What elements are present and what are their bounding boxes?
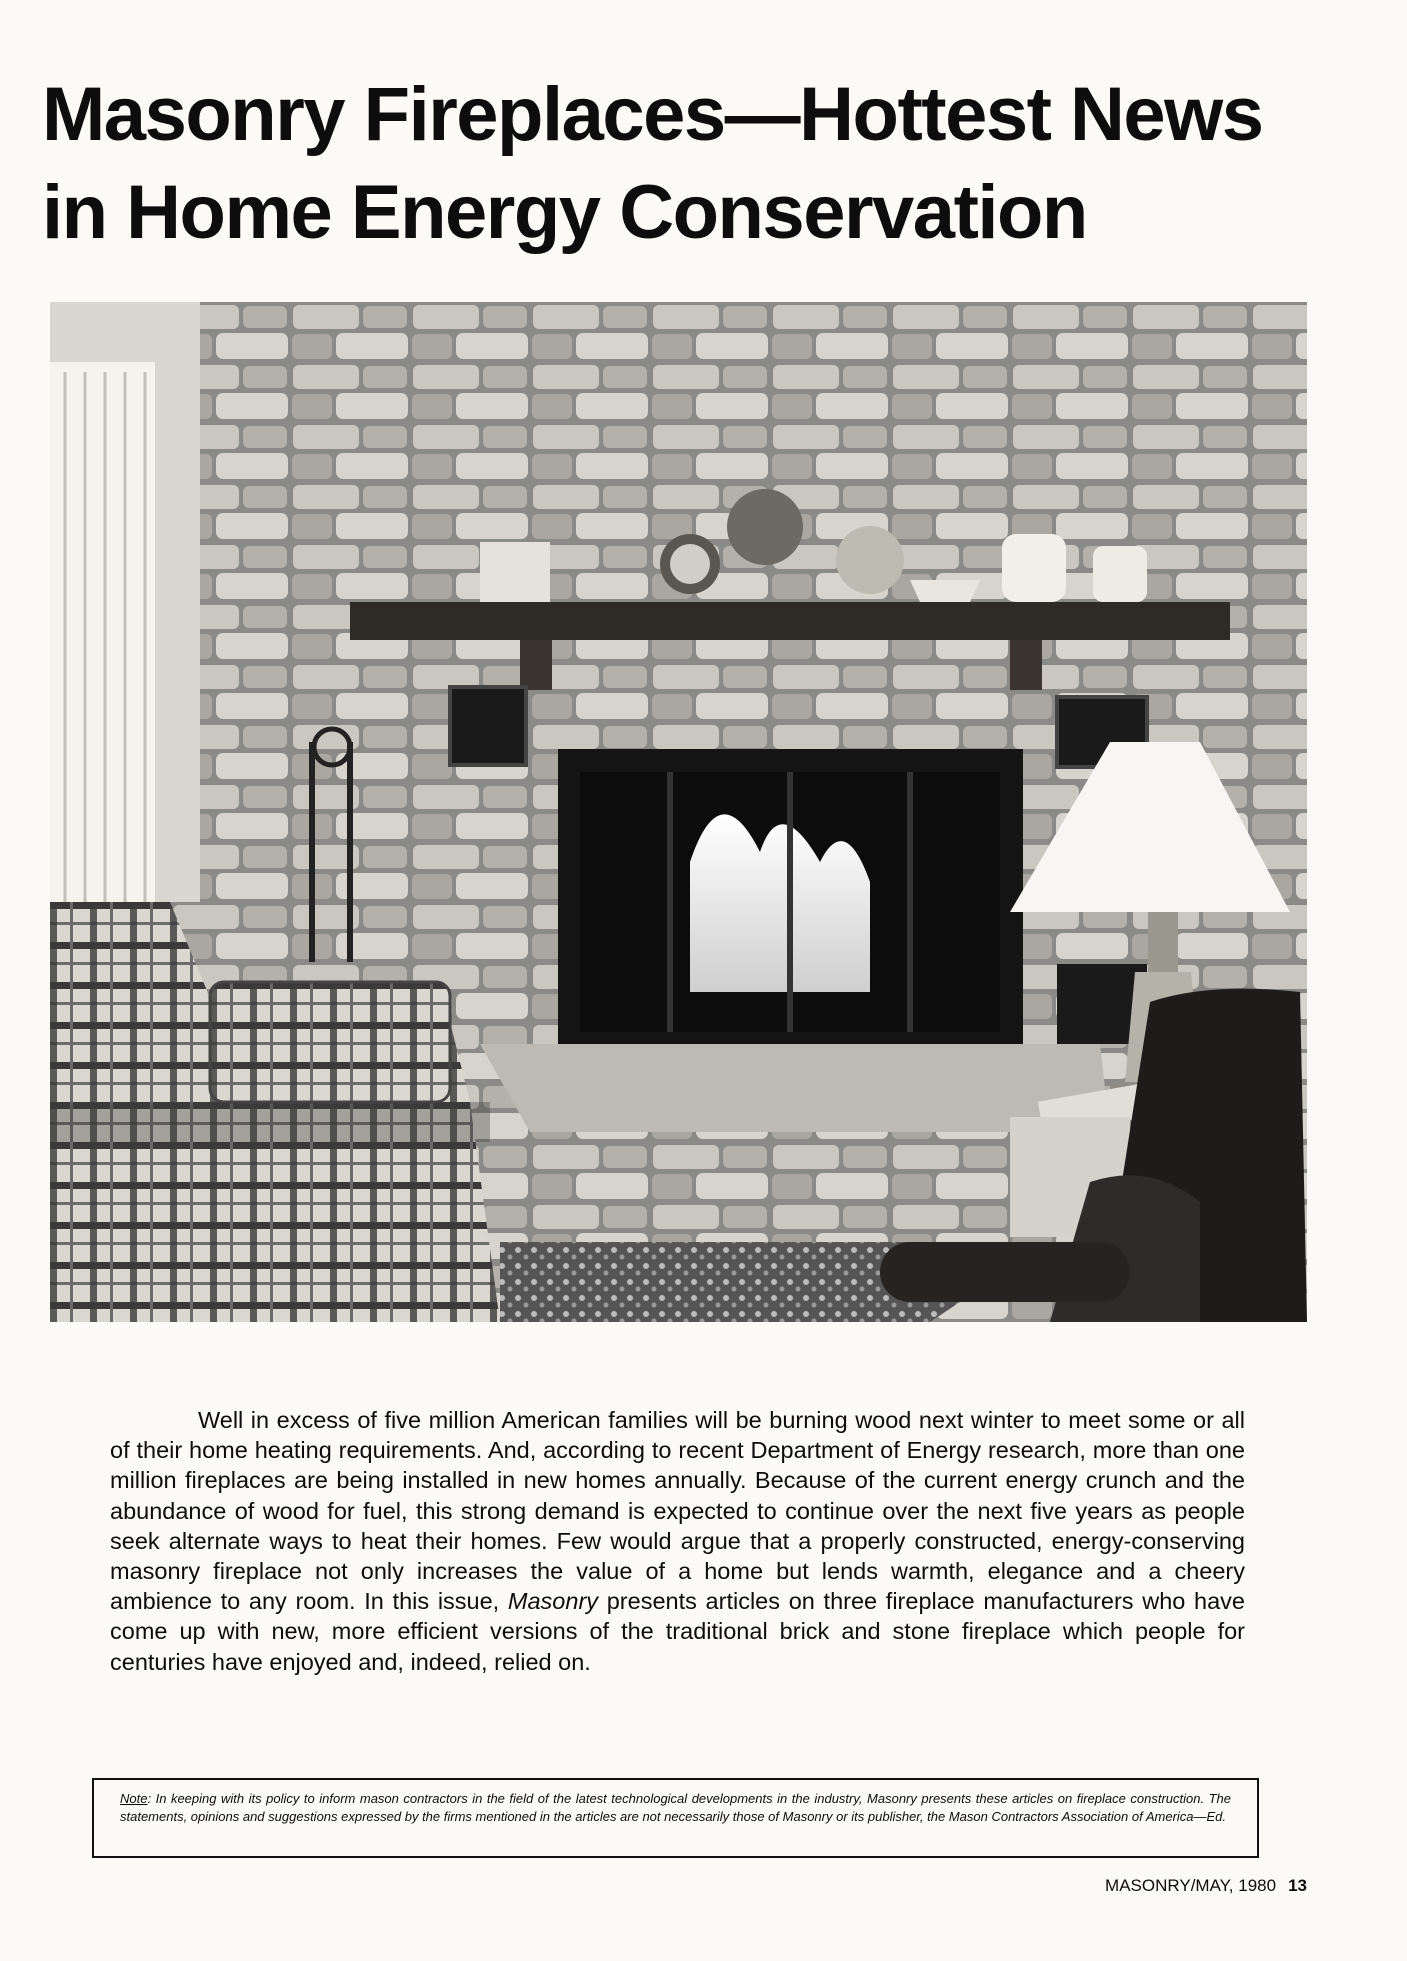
fireplace-photo xyxy=(50,302,1307,1322)
article-headline xyxy=(42,66,1362,262)
headline-line-1: Masonry Fireplaces—Hottest News xyxy=(42,72,1263,157)
body-part-2: presents articles on three fireplace manufacturers who have come up with new, more efficient versions of the traditional brick and stone fireplace which people for centuries have enjoyed and, indeed, relied on. xyxy=(110,1588,1245,1675)
note-label: Note xyxy=(120,1791,148,1806)
page-footer xyxy=(1105,1876,1307,1896)
headline-line-2: in Home Energy Conservation xyxy=(42,170,1087,255)
note-text: : In keeping with its policy to inform mason contractors in the field of the latest technological developments in the industry, Masonry presents these articles on fireplace construction. The statements, opinions and suggestions expressed by the firms mentioned in the articles are not necessarily those of Masonry or its publisher, the Mason Contractors Association of America—Ed. xyxy=(120,1791,1231,1824)
publication-name: Masonry xyxy=(507,1588,599,1615)
body-part-1: Well in excess of five million American families will be burning wood next winter to meet some or all of their home heating requirements. And, according to recent Department of Energy research, more than one million fireplaces are being installed in new homes annually. Because of the current energy crunch and the abundance of wood for fuel, this strong demand is expected to continue over the next five years as people seek alternate ways to heat their homes. Few would argue that a properly constructed, energy-conserving masonry fireplace not only increases the value of a home but lends warmth, elegance and a cheery ambience to any room. In this issue, xyxy=(110,1407,1245,1615)
editor-note xyxy=(92,1778,1259,1858)
page-number: 13 xyxy=(1288,1876,1307,1895)
publication-date: MASONRY/MAY, 1980 xyxy=(1105,1876,1277,1895)
article-body xyxy=(110,1405,1245,1677)
